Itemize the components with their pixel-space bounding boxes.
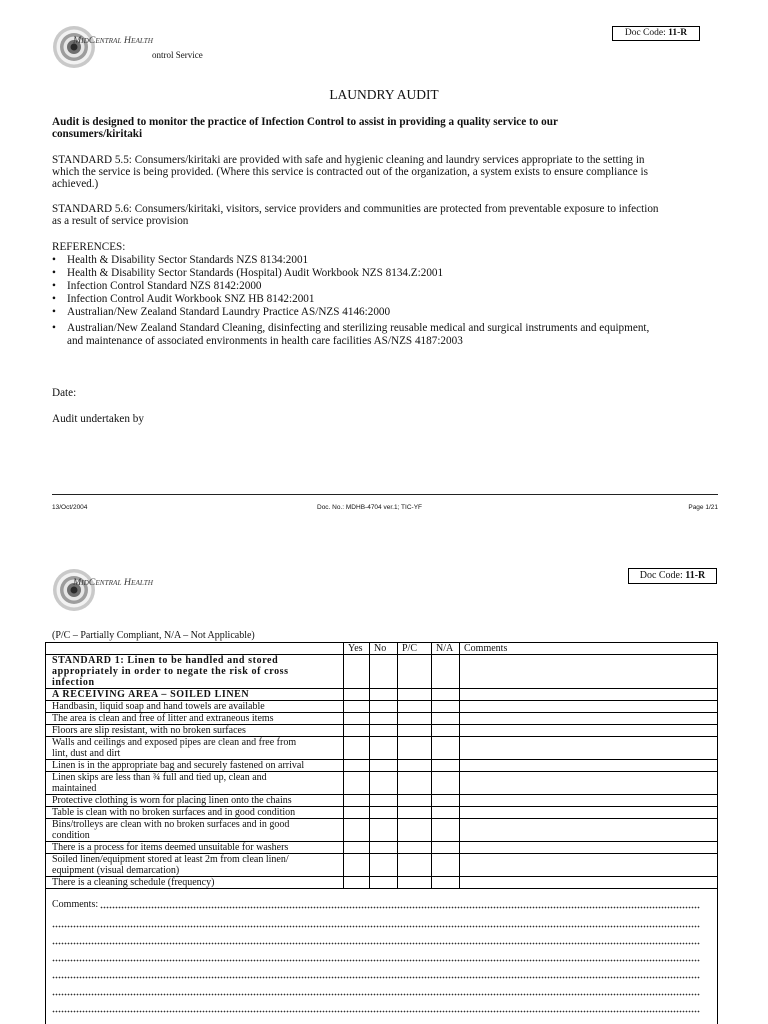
- pc-header: P/C: [397, 643, 431, 654]
- pc-cell: [397, 819, 431, 841]
- table-row: [46, 725, 717, 737]
- na-cell: [431, 854, 459, 876]
- references-section: [52, 241, 649, 348]
- section-heading-cell: A RECEIVING AREA – SOILED LINEN: [52, 689, 250, 700]
- yes-cell: [343, 772, 369, 794]
- yes-header: Yes: [343, 643, 369, 654]
- na-cell: [431, 772, 459, 794]
- comments-cell: [459, 713, 717, 724]
- no-cell: [369, 701, 397, 712]
- comments-cell: [459, 854, 717, 876]
- na-cell: [431, 689, 459, 700]
- criterion-cell: Linen skips are less than ¾ full and tied up, clean and maintained: [52, 772, 267, 794]
- pc-cell: [397, 725, 431, 736]
- date-label: Date:: [52, 387, 77, 399]
- references-list: [52, 254, 649, 348]
- table-row: [46, 842, 717, 854]
- na-cell: [431, 877, 459, 888]
- no-cell: [369, 655, 397, 688]
- table-row: [46, 701, 717, 713]
- table-row: [46, 795, 717, 807]
- doc-code-value: 11-R: [685, 570, 706, 581]
- pc-cell: [397, 701, 431, 712]
- comments-section: [45, 889, 718, 1024]
- yes-cell: [343, 689, 369, 700]
- table-row: [46, 713, 717, 725]
- no-cell: [369, 689, 397, 700]
- doc-code-box: [612, 26, 700, 41]
- yes-cell: [343, 725, 369, 736]
- no-cell: [369, 842, 397, 853]
- no-cell: [369, 819, 397, 841]
- pc-cell: [397, 737, 431, 759]
- pc-cell: [397, 772, 431, 794]
- comments-cell: [459, 689, 717, 700]
- no-cell: [369, 807, 397, 818]
- footer-page-number: Page 1/21: [688, 504, 718, 511]
- na-cell: [431, 807, 459, 818]
- standard-5-5-paragraph: STANDARD 5.5: Consumers/kiritaki are provided with safe and hygienic cleaning and laundry services appropriate to the setting in which the service is being provided. (Where this service is contracted out of the organization, a system exists to ensure compliance is achieved.): [52, 154, 648, 190]
- na-cell: [431, 795, 459, 806]
- dotted-leader: [100, 906, 700, 909]
- doc-code-box: [628, 568, 717, 584]
- comments-cell: [459, 737, 717, 759]
- criterion-cell: Bins/trolleys are clean with no broken surfaces and in good condition: [52, 819, 290, 841]
- pc-cell: [397, 842, 431, 853]
- table-header-row: [46, 643, 717, 655]
- footer-date: 13/Oct/2004: [52, 504, 88, 511]
- yes-cell: [343, 819, 369, 841]
- comments-cell: [459, 760, 717, 771]
- yes-cell: [343, 877, 369, 888]
- no-cell: [369, 877, 397, 888]
- criterion-header: [46, 643, 343, 654]
- comments-cell: [459, 725, 717, 736]
- doc-code-label: Doc Code:: [624, 28, 666, 38]
- comments-cell: [459, 842, 717, 853]
- na-header: N/A: [431, 643, 459, 654]
- no-cell: [369, 772, 397, 794]
- pc-cell: [397, 760, 431, 771]
- comments-line: [52, 911, 700, 928]
- standard-heading-cell: STANDARD 1: Linen to be handled and stored appropriately in order to negate the risk of cross infection: [52, 655, 289, 688]
- yes-cell: [343, 713, 369, 724]
- yes-cell: [343, 807, 369, 818]
- no-cell: [369, 713, 397, 724]
- reference-item: • Australian/New Zealand Standard Cleaning, disinfecting and sterilizing reusable medical and surgical instruments and equipment, and maintenance of associated environments in health care facilities AS/NZS 4187:2003: [52, 322, 649, 348]
- criterion-cell: The area is clean and free of litter and extraneous items: [52, 713, 274, 724]
- page-title: LAUNDRY AUDIT: [329, 87, 439, 102]
- comments-line: [52, 928, 700, 945]
- criterion-cell: Protective clothing is worn for placing linen onto the chains: [52, 795, 292, 806]
- pc-cell: [397, 854, 431, 876]
- footer-doc-number: Doc. No.: MDHB-4704 ver.1; TIC-YF: [317, 504, 422, 511]
- standard-5-6-paragraph: STANDARD 5.6: Consumers/kiritaki, visitors, service providers and communities are protected from preventable exposure to infection as a result of service provision: [52, 203, 659, 227]
- table-row: [46, 807, 717, 819]
- criterion-cell: There is a process for items deemed unsuitable for washers: [52, 842, 289, 853]
- comments-line: [52, 962, 700, 979]
- na-cell: [431, 725, 459, 736]
- comments-cell: [459, 655, 717, 688]
- criterion-cell: There is a cleaning schedule (frequency): [52, 877, 215, 888]
- pc-cell: [397, 655, 431, 688]
- reference-item: • Infection Control Standard NZS 8142:2000: [52, 280, 649, 293]
- na-cell: [431, 760, 459, 771]
- footer-divider: [52, 494, 718, 495]
- na-cell: [431, 819, 459, 841]
- table-row: [46, 854, 717, 877]
- table-row: [46, 737, 717, 760]
- intro-paragraph: Audit is designed to monitor the practice of Infection Control to assist in providing a quality service to our consumers/kiritaki: [52, 116, 558, 140]
- no-header: No: [369, 643, 397, 654]
- criterion-cell: Walls and ceilings and exposed pipes are clean and free from lint, dust and dirt: [52, 737, 297, 759]
- comments-header: Comments: [459, 643, 717, 654]
- audit-checklist-table: [45, 642, 718, 889]
- comments-cell: [459, 877, 717, 888]
- table-row: [46, 819, 717, 842]
- no-cell: [369, 854, 397, 876]
- yes-cell: [343, 795, 369, 806]
- na-cell: [431, 737, 459, 759]
- comments-label: Comments:: [52, 899, 99, 910]
- comments-cell: [459, 701, 717, 712]
- comments-cell: [459, 819, 717, 841]
- reference-item: • Infection Control Audit Workbook SNZ HB 8142:2001: [52, 293, 649, 306]
- pc-cell: [397, 713, 431, 724]
- comments-line: [52, 894, 700, 911]
- na-cell: [431, 713, 459, 724]
- reference-item: • Australian/New Zealand Standard Laundry Practice AS/NZS 4146:2000: [52, 306, 649, 319]
- criterion-cell: Floors are slip resistant, with no broken surfaces: [52, 725, 246, 736]
- service-name-fragment: ontrol Service: [152, 50, 203, 60]
- pc-cell: [397, 877, 431, 888]
- table-row: [46, 877, 717, 889]
- no-cell: [369, 737, 397, 759]
- pc-cell: [397, 795, 431, 806]
- page-2: [0, 540, 768, 1024]
- table-row: [46, 760, 717, 772]
- no-cell: [369, 760, 397, 771]
- no-cell: [369, 725, 397, 736]
- standard-row: [46, 655, 717, 689]
- na-cell: [431, 842, 459, 853]
- references-heading: REFERENCES:: [52, 241, 126, 253]
- doc-code-label: Doc Code:: [639, 570, 683, 581]
- pc-cell: [397, 689, 431, 700]
- table-row: [46, 772, 717, 795]
- yes-cell: [343, 842, 369, 853]
- pc-cell: [397, 807, 431, 818]
- comments-cell: [459, 795, 717, 806]
- section-row: [46, 689, 717, 701]
- comments-cell: [459, 807, 717, 818]
- comments-cell: [459, 772, 717, 794]
- no-cell: [369, 795, 397, 806]
- logo-text: MidCentral Health: [71, 578, 154, 588]
- na-cell: [431, 655, 459, 688]
- yes-cell: [343, 760, 369, 771]
- criterion-cell: Handbasin, liquid soap and hand towels are available: [52, 701, 265, 712]
- na-cell: [431, 701, 459, 712]
- audit-undertaken-by-label: Audit undertaken by: [52, 413, 144, 425]
- yes-cell: [343, 737, 369, 759]
- criterion-cell: Linen is in the appropriate bag and securely fastened on arrival: [52, 760, 305, 771]
- comments-line: [52, 945, 700, 962]
- reference-item: • Health & Disability Sector Standards NZS 8134:2001: [52, 254, 649, 267]
- comments-line: [52, 996, 700, 1013]
- criterion-cell: Soiled linen/equipment stored at least 2m from clean linen/ equipment (visual demarcation): [52, 854, 289, 876]
- compliance-legend: (P/C – Partially Compliant, N/A – Not Applicable): [52, 630, 255, 641]
- doc-code-value: 11-R: [668, 28, 688, 38]
- mdhb-logo: [50, 25, 156, 71]
- yes-cell: [343, 854, 369, 876]
- yes-cell: [343, 655, 369, 688]
- criterion-cell: Table is clean with no broken surfaces and in good condition: [52, 807, 296, 818]
- logo-text: MidCentral Health: [71, 36, 154, 46]
- yes-cell: [343, 701, 369, 712]
- comments-line: [52, 979, 700, 996]
- mdhb-logo: [50, 567, 156, 613]
- reference-item: • Health & Disability Sector Standards (Hospital) Audit Workbook NZS 8134.Z:2001: [52, 267, 649, 280]
